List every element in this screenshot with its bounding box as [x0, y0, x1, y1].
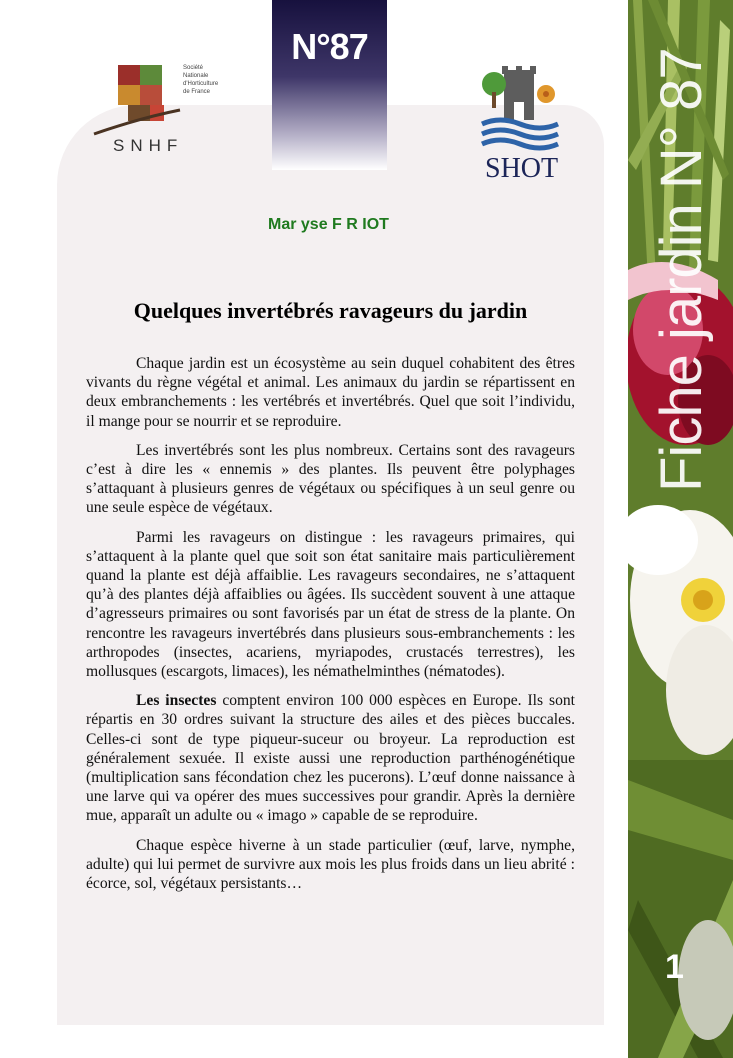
shot-logo-icon — [480, 62, 560, 152]
snhf-name-line: d'Horticulture — [183, 81, 219, 87]
insects-lead: Les insectes — [136, 692, 217, 710]
issue-badge — [272, 0, 387, 170]
paragraph: Les invertébrés sont les plus nombreux. Certains sont des ravageurs c’est à dire les « ennemis » des plantes. Ils peuvent être polyphages s’attaquant à plusieurs genres de végétaux ou spécifiques à un seul genre ou une seule espèce de végétaux. — [86, 441, 575, 517]
paragraph-insects — [86, 691, 575, 825]
snhf-name-line: Nationale — [183, 73, 209, 79]
article-body — [86, 354, 575, 903]
paragraph: Chaque espèce hiverne à un stade particulier (œuf, larve, nymphe, adulte) qui lui permet de survivre aux mois les plus froids dans un lieu abrité : écorce, sol, végétaux persistants… — [86, 836, 575, 893]
page-number: 1 — [665, 948, 684, 986]
insects-text: comptent environ 100 000 espèces en Europe. Ils sont répartis en 30 ordres suivant la structure des ailes et des pièces buccales. Celles-ci sont de type piqueur-suceur ou broyeur. La reproduction est généralement sexuée. Il existe aussi une reproduction parthénogénétique (multiplication sans fécondation chez les pucerons). L’œuf donne naissance à une larve qui va opérer des mues successives pour grandir. Après la dernière mue, apparaît un adulte ou « imago » capable de se reproduire. — [86, 692, 576, 825]
article-title: Quelques invertébrés ravageurs du jardin — [133, 298, 528, 323]
author-name: Mar yse F R IOT — [268, 216, 389, 233]
snhf-name — [183, 64, 218, 96]
snhf-name-line: Société — [183, 65, 204, 71]
issue-number: N°87 — [291, 26, 368, 67]
paragraph: Chaque jardin est un écosystème au sein duquel cohabitent des êtres vivants du règne végétal et animal. Les animaux du jardin se répartissent en deux embranchements : les vertébrés et invertébrés. Quel que soit l’individu, il mange pour se nourrir et se reproduire. — [86, 355, 575, 430]
paragraph: Parmi les ravageurs on distingue : les ravageurs primaires, qui s’attaquent à la plante quel que soit son état sanitaire mais particulièrement quand la plante est déjà affaiblie. Les ravageurs secondaires, ne s’attaquent qu’à des plantes déjà affaiblies ou âgées. Ils succèdent souvent à une attaque d’agresseurs primaires ou sont favorisés par un état de stress de la plante. On rencontre les ravageurs invertébrés dans plusieurs sous-embranchements : les arthropodes (insectes, acariens, myriapodes, crustacés terrestres), les mollusques (escargots, limaces), les némathelminthes (nématodes). — [86, 528, 575, 681]
shot-acronym: SHOT — [485, 153, 559, 184]
snhf-name-line: de France — [183, 89, 211, 95]
snhf-acronym: SNHF — [113, 136, 184, 155]
side-title: Fiche jardin N° 87 — [649, 48, 714, 492]
